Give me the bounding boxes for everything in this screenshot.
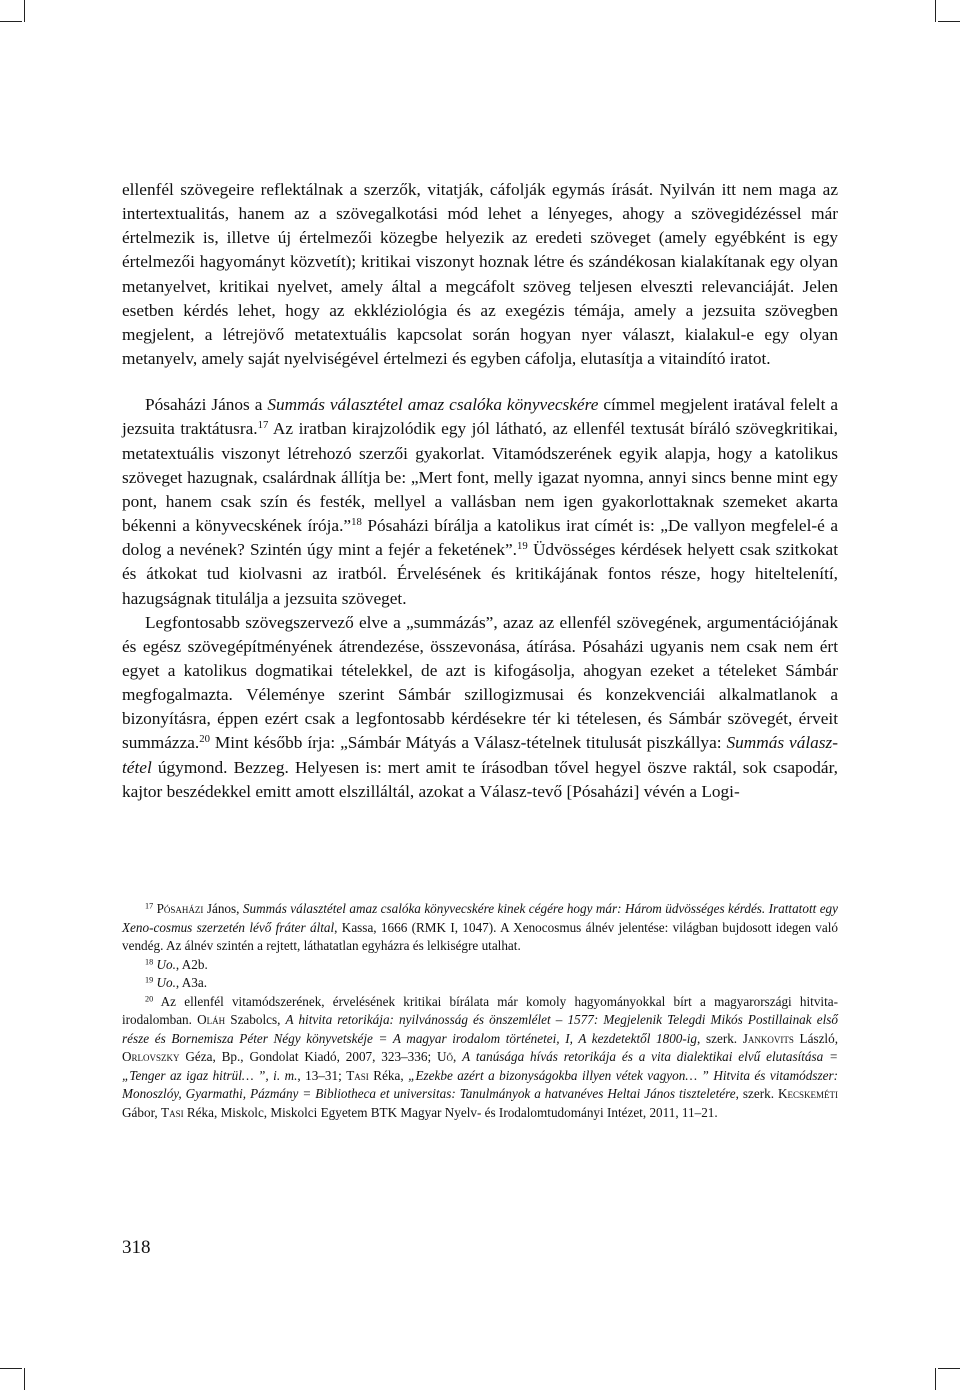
crop-mark-bottom-left-vertical — [24, 1368, 25, 1390]
crop-mark-bottom-left-horizontal — [0, 1368, 22, 1369]
footnote-ref-20[interactable]: 20 — [199, 733, 210, 746]
footnote-ref-18[interactable]: 18 — [351, 516, 362, 529]
main-body-text — [122, 178, 838, 804]
crop-mark-bottom-right-horizontal — [938, 1368, 960, 1369]
crop-mark-top-left-vertical — [24, 0, 25, 22]
italic-title: Summás választétel amaz csalóka könyvecskére — [267, 395, 599, 415]
footnotes-section — [122, 900, 838, 1122]
crop-mark-top-left-horizontal — [0, 21, 22, 22]
footnote-17: $^{17}$ Pósaházi János, Summás választétel amaz csalóka könyvecskére kinek cégére hogy már: Három üdvösséges kérdés. Irattatott egy Xeno-cosmus szerzetén lévő fráter által, Kassa, 1666 (RMK I, 1047). A Xenocosmus álnév jelentése: világban bujdosott idegen való vendég. Az álnév szintén a rejtett, láthatatlan egyházra és lelkiségre utalhat. — [122, 901, 838, 953]
body-paragraph-3: Legfontosabb szövegszervező elve a „summázás”, azaz az ellenfél szövegének, argumentációjának és egész szövegépítményének átrendezése, összevonása, átírása. Pósaházi ugyanis nem csak nem ért egyet a katolikus dogmatikai tételekkel, de azt is kifogásolja, ahogyan ezeket a tételeket Sámbár megfogalmazta. Véleménye szerint Sámbár szillogizmusai és konzekvenciái alkalmatlanok a bizonyításra, éppen ezért csak a legfontosabb kérdésekre tér ki tételesen, és Sámbár szövegét, érveit summázza.$^{20}$ Mint később írja: „Sámbár Mátyás a Válasz-tételnek titulusát piszkállya: Summás válasz-tétel úgymond. Bezzeg. Helyesen is: mert amit te írásodban tővel hegyel öszve raktál, sok csapodár, kajtor beszédekkel emitt amott elszilláltál, azokat a Válasz-tevő [Pósaházi] vévén a Logi- — [122, 612, 838, 801]
body-paragraph-1: ellenfél szövegeire reflektálnak a szerzők, vitatják, cáfolják egymás írását. Nyilván itt nem maga az intertextualitás, hanem az a szövegalkotási mód lehet a lényeges, ahogy a szövegidézéssel már értelmezik is, illetve új értelmezői közegbe helyezik az eredeti szöveget (amely egyébként is egy értelmezői hagyományt közvetít); kritikai viszonyt hoznak létre és szándékosan kialakítanak egy olyan metanyelvet, kritikai nyelvet, amely által a megcáfolt szöveg teljesen elveszti relevanciáját. Jelen esetben kérdés lehet, hogy az ekkléziológia és az exegézis témája, amely a jezsuita szövegben megjelent, a létrejövő metatextuális kapcsolat során hogyan nyer választ, kialakul-e egy olyan metanyelv, amely saját nyelviségével értelmezi és egyben cáfolja, elutasítja a vitaindító iratot. — [122, 180, 838, 369]
footnote-20: $^{20}$ Az ellenfél vitamódszerének, érvelésének kritikai bírálata már komoly hagyományokkal bírt a magyarországi hitvita-irodalomban. Oláh Szabolcs, A hitvita retorikája: nyilvánosság és önszemlélet – 1577: Megjelenik Telegdi Mikós Postillainak első része és Bornemisza Péter Négy könyvetskéje = A magyar irodalom történetei, I, A kezdetektől 1800-ig, szerk. Jankovits László, Orlovszky Géza, Bp., Gondolat Kiadó, 2007, 323–336; Uő, A tanúsága hívás retorikája és a vita dialektikai elvű elutasítása = „Tenger az igaz hitrül… ”, i. m., 13–31; Tasi Réka, „Ezekbe azért a bizonyságokba illyen vétek vagyon… ” Hitvita és vitamódszer: Monoszlóy, Gyarmathi, Pázmány = Bibliotheca et universitas: Tanulmányok a hatvanéves Heltai János tiszteletére, szerk. Kecskeméti Gábor, Tasi Réka, Miskolc, Miskolci Egyetem BTK Magyar Nyelv- és Irodalomtudományi Intézet, 2011, 11–21. — [122, 993, 839, 1120]
footnote-19: $^{19}$ Uo., A3a. — [145, 975, 208, 990]
crop-mark-top-right-horizontal — [938, 21, 960, 22]
footnote-ref-19[interactable]: 19 — [517, 540, 528, 553]
footnote-ref-17[interactable]: 17 — [257, 419, 269, 432]
body-paragraph-2: Pósaházi János a Summás választétel amaz csalóka könyvecskére címmel megjelent iratával felelt a jezsuita traktátusra.$^{17}$ Az iratban kirajzolódik egy jól látható, az ellenfél textusát bíráló szövegkritikai, metatextuális viszonyt létrehozó szerzői gyakorlat. Vitamódszerének egyik alapja, hogy a katolikus szöveget hazugnak, csalárdnak állítja be: „Mert font, melly igazat nyomna, annyi sincs benne mint egy pont, hanem csak szín és festék, mellyel a vallásban nem igen gyakorlottaknak szemeket akarta békenni a könyvecskének írója.”$^{18}$ Pósaházi bírálja a katolikus irat címét is: „De vallyon megfelel-é a dolog a nevének? Szintén úgy mint a fejér a feketének”.$^{19}$ Üdvösséges kérdések helyett csak szitkokat és átkokat tud kiolvasni az iratból. Érvelésének és kritikájának fontos része, hogy hiteltelenítí, hazugságnak titulálja a jezsuita szöveget. — [122, 395, 839, 608]
italic-phrase: Summás válasz-tétel — [122, 733, 838, 777]
crop-mark-top-right-vertical — [935, 0, 936, 22]
page-number: 318 — [122, 1237, 151, 1258]
crop-mark-bottom-right-vertical — [935, 1368, 936, 1390]
footnote-18: $^{18}$ Uo., A2b. — [145, 956, 208, 972]
